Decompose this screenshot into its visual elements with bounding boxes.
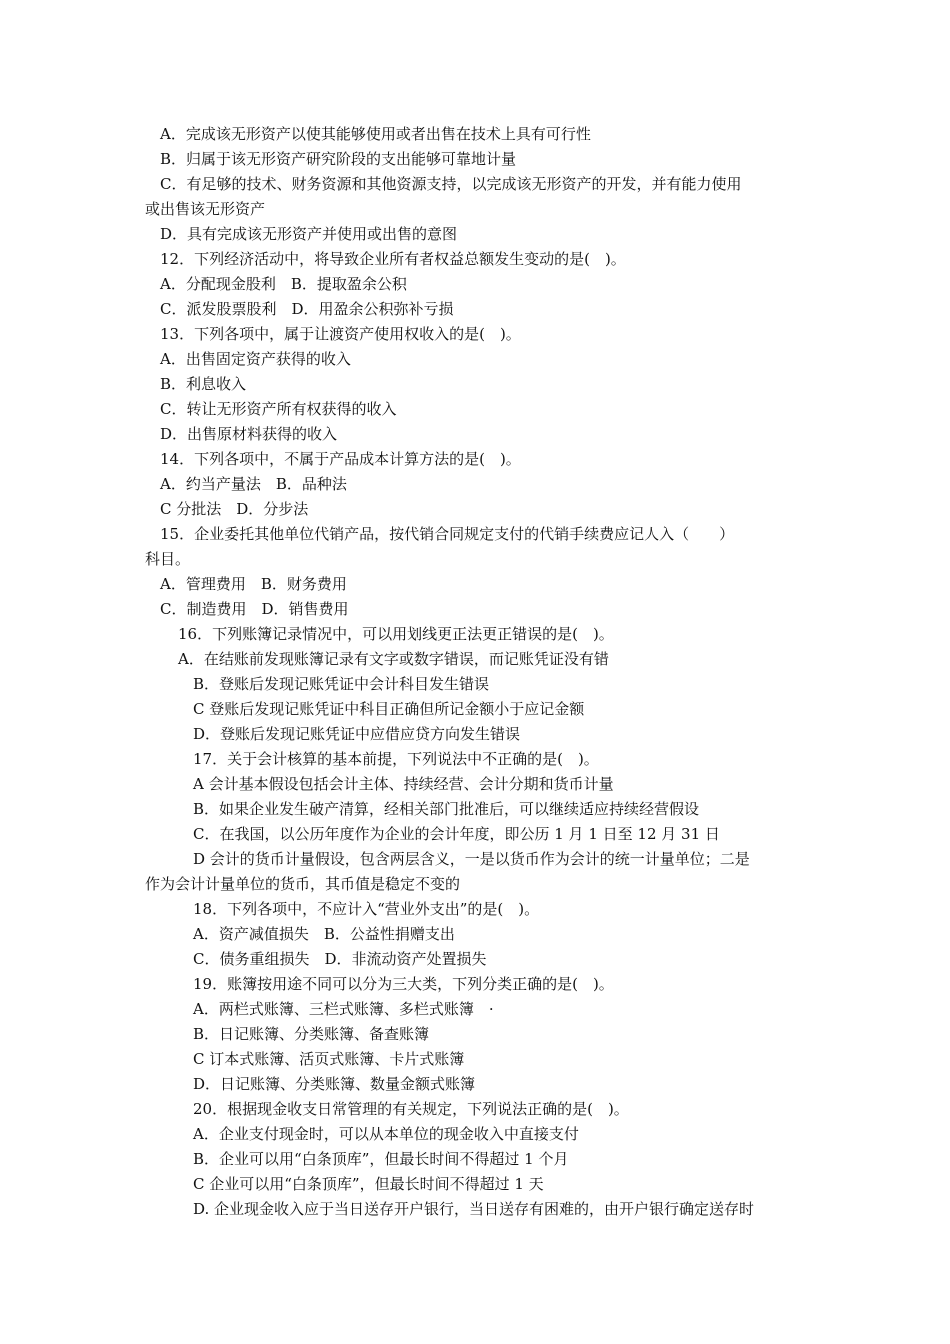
question-17-option-c: C．在我国，以公历年度作为企业的会计年度，即公历 1 月 1 日至 12 月 31 日 bbox=[193, 825, 720, 843]
question-15: 15．企业委托其他单位代销产品，按代销合同规定支付的代销手续费应记人入（ ） bbox=[160, 525, 735, 543]
question-16-option-c: C 登账后发现记账凭证中科目正确但所记金额小于应记金额 bbox=[193, 700, 585, 718]
question-18: 18．下列各项中，不应计入“营业外支出”的是( )。 bbox=[193, 900, 540, 918]
question-17-option-d-continuation: 作为会计计量单位的货币，其币值是稳定不变的 bbox=[145, 875, 461, 893]
question-19-option-d: D．日记账簿、分类账簿、数量金额式账簿 bbox=[193, 1075, 476, 1093]
option-b-line: B．归属于该无形资产研究阶段的支出能够可靠地计量 bbox=[160, 150, 517, 168]
question-16-option-d: D．登账后发现记账凭证中应借应贷方向发生错误 bbox=[193, 725, 521, 743]
question-13-option-d: D．出售原材料获得的收入 bbox=[160, 425, 338, 443]
option-c-continuation: 或出售该无形资产 bbox=[145, 200, 266, 218]
question-14-options-ab: A．约当产量法 B．品种法 bbox=[160, 475, 347, 493]
question-19-option-b: B．日记账簿、分类账簿、备查账簿 bbox=[193, 1025, 430, 1043]
question-20-option-c: C 企业可以用“白条顶库”，但最长时间不得超过 1 天 bbox=[193, 1175, 544, 1193]
question-12-options-ab: A．分配现金股利 B．提取盈余公积 bbox=[160, 275, 407, 293]
question-20-option-d: D. 企业现金收入应于当日送存开户银行，当日送存有困难的，由开户银行确定送存时 bbox=[193, 1200, 755, 1218]
question-13-option-c: C．转让无形资产所有权获得的收入 bbox=[160, 400, 397, 418]
question-20-option-b: B．企业可以用“白条顶库”，但最长时间不得超过 1 个月 bbox=[193, 1150, 569, 1168]
question-13: 13．下列各项中，属于让渡资产使用权收入的是( )。 bbox=[160, 325, 521, 343]
question-12-options-cd: C．派发股票股利 D．用盈余公积弥补亏损 bbox=[160, 300, 454, 318]
question-16-option-b: B．登账后发现记账凭证中会计科目发生错误 bbox=[193, 675, 490, 693]
question-13-option-b: B．利息收入 bbox=[160, 375, 247, 393]
question-16: 16．下列账簿记录情况中，可以用划线更正法更正错误的是( )。 bbox=[178, 625, 614, 643]
question-19-option-a: A．两栏式账簿、三栏式账簿、多栏式账簿 · bbox=[193, 1000, 494, 1018]
question-15-continuation: 科目。 bbox=[145, 550, 191, 568]
question-14-options-cd: C 分批法 D．分步法 bbox=[160, 500, 309, 518]
question-14: 14．下列各项中，不属于产品成本计算方法的是( )。 bbox=[160, 450, 521, 468]
question-19: 19．账簿按用途不同可以分为三大类，下列分类正确的是( )。 bbox=[193, 975, 614, 993]
question-12: 12．下列经济活动中，将导致企业所有者权益总额发生变动的是( )。 bbox=[160, 250, 626, 268]
question-15-options-cd: C．制造费用 D．销售费用 bbox=[160, 600, 349, 618]
question-17-option-b: B．如果企业发生破产清算，经相关部门批准后，可以继续适应持续经营假设 bbox=[193, 800, 700, 818]
question-13-option-a: A．出售固定资产获得的收入 bbox=[160, 350, 351, 368]
question-17-option-d: D 会计的货币计量假设，包含两层含义，一是以货币作为会计的统一计量单位；二是 bbox=[193, 850, 750, 868]
question-16-option-a: A．在结账前发现账簿记录有文字或数字错误，而记账凭证没有错 bbox=[178, 650, 609, 668]
question-19-option-c: C 订本式账簿、活页式账簿、卡片式账簿 bbox=[193, 1050, 465, 1068]
question-20-option-a: A．企业支付现金时，可以从本单位的现金收入中直接支付 bbox=[193, 1125, 579, 1143]
question-17-option-a: A 会计基本假设包括会计主体、持续经营、会计分期和货币计量 bbox=[193, 775, 614, 793]
question-17: 17．关于会计核算的基本前提，下列说法中不正确的是( )。 bbox=[193, 750, 599, 768]
question-20: 20．根据现金收支日常管理的有关规定，下列说法正确的是( )。 bbox=[193, 1100, 629, 1118]
question-18-options-ab: A．资产减值损失 B．公益性捐赠支出 bbox=[193, 925, 455, 943]
option-a-line: A．完成该无形资产以使其能够使用或者出售在技术上具有可行性 bbox=[160, 125, 591, 143]
option-d-line: D．具有完成该无形资产并使用或出售的意图 bbox=[160, 225, 458, 243]
question-18-options-cd: C．债务重组损失 D．非流动资产处置损失 bbox=[193, 950, 487, 968]
option-c-line: C．有足够的技术、财务资源和其他资源支持，以完成该无形资产的开发，并有能力使用 bbox=[160, 175, 742, 193]
question-15-options-ab: A．管理费用 B．财务费用 bbox=[160, 575, 347, 593]
